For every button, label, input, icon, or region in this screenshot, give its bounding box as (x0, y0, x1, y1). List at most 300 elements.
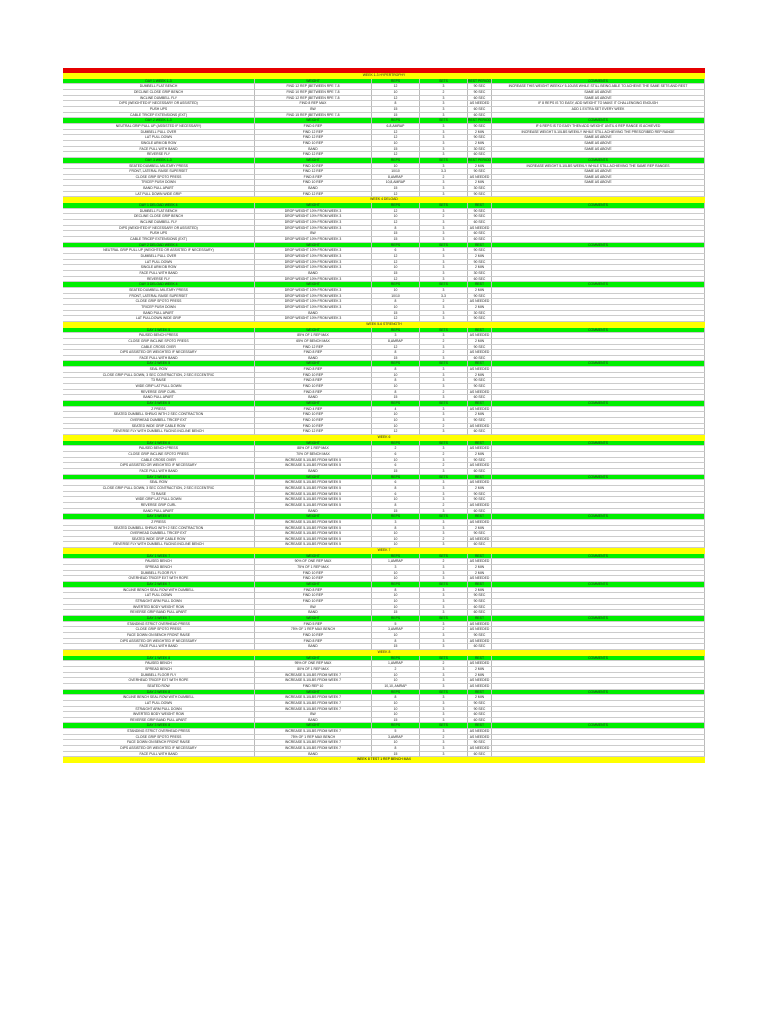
exercise-cell: DIPS ASSISTED OR WEIGHTED IF NECESSARY (63, 350, 255, 356)
exercise-cell: NEUTRAL GRIP PULL UP (ASSISTED IF NECESSARY) (63, 124, 255, 130)
exercise-cell: LAT PULL DOWN (63, 593, 255, 599)
sets-cell: 3 (420, 96, 468, 102)
exercise-cell: INCLINE BENCH SEAL ROW WITH DUMBELL (63, 588, 255, 594)
rest-cell: 2 MIN (468, 571, 492, 577)
sets-cell: 2 (420, 424, 468, 430)
comments-cell: IF 8 REPS IS TO EASY, ADD WEIGHT TO MAKE IT CHALLENGING ENOUGH (492, 101, 705, 107)
exercise-cell: INCLINE DUMBELL FLY (63, 220, 255, 226)
comments-cell: SAME AS ABOVE (492, 147, 705, 153)
reps-cell: 10 (372, 305, 420, 311)
exercise-cell: SEAL ROW (63, 367, 255, 373)
exercise-cell: FACE PULL WITH BAND (63, 644, 255, 650)
weight-cell: INCREASE 5-10LBS FROM WEEK 5 (255, 463, 372, 469)
exercise-cell: DAY 2 DELOAD WEEK 4 (63, 243, 255, 249)
comments-cell: SAME AS ABOVE (492, 169, 705, 175)
sets-cell: 3 (420, 231, 468, 237)
sets-cell: 2 (420, 175, 468, 181)
sets-cell: 3 (420, 526, 468, 532)
exercise-cell: FACE DOWN ON BENCH FRONT RAISE (63, 740, 255, 746)
sets-cell: 2 (420, 463, 468, 469)
weight-cell: BW (255, 231, 372, 237)
sets-cell: 3 (420, 633, 468, 639)
weight-cell: FIND 10 REP (255, 599, 372, 605)
comments-cell: COMMENTS (492, 514, 705, 520)
weight-cell: 70% OF BENCH MAX (255, 452, 372, 458)
reps-cell: 12 (372, 429, 420, 435)
sets-cell: 3 (420, 333, 468, 339)
reps-cell: 10/10 (372, 169, 420, 175)
sets-cell: 3 (420, 531, 468, 537)
rest-cell: 30 SEC (468, 311, 492, 317)
reps-cell: 8 (372, 526, 420, 532)
sets-cell: 3 (420, 729, 468, 735)
weight-cell: FIND 4 REP (255, 407, 372, 413)
weight-cell: BAND (255, 311, 372, 317)
sets-cell: 3 (420, 141, 468, 147)
weight-cell: BAND (255, 610, 372, 616)
rest-cell: AS NEEDED (468, 678, 492, 684)
comments-cell: COMMENTS (492, 441, 705, 447)
sets-cell: 3 (420, 113, 468, 119)
sets-cell: 3 (420, 673, 468, 679)
comments-cell: ADD 1 EXTRA SET EVERY WEEK (492, 107, 705, 113)
reps-cell: 3 (372, 333, 420, 339)
exercise-cell: TRICEP PUSH DOWN (63, 180, 255, 186)
weight-cell: FIND 12 REP (255, 152, 372, 158)
sets-cell: 3 (420, 192, 468, 198)
reps-cell: 12 (372, 345, 420, 351)
rest-cell: 30 SEC (468, 186, 492, 192)
sets-cell: 2 (420, 503, 468, 509)
sets-cell: 3 (420, 746, 468, 752)
weight-cell: 75% OF 1 REP MAX BENCH (255, 735, 372, 741)
weight-cell: DROP WEIGHT 10% FROM WEEK 3 (255, 214, 372, 220)
sets-cell: 3 (420, 311, 468, 317)
weight-cell: INCREASE 5-10LBS FROM WEEK 5 (255, 458, 372, 464)
comments-cell: INCREASE THIS WEIGHT WEEKLY 5-10LBS WHILE STILL BEING ABLE TO ACHEIVE THE SAME SETS AND REST (492, 84, 705, 90)
sets-cell: 3 (420, 356, 468, 362)
rest-cell: 60 SEC (468, 152, 492, 158)
exercise-cell: DAY 2 WEEK 6 (63, 475, 255, 481)
weight-cell: INCREASE 5-10LBS FROM WEEK 5 (255, 492, 372, 498)
weight-cell: INCREASE 5-10LBS FROM WEEK 7 (255, 746, 372, 752)
reps-cell: REPS (372, 79, 420, 85)
sets-cell: 3 (420, 147, 468, 153)
rest-cell: 60 SEC (468, 107, 492, 113)
rest-cell: 90 SEC (468, 599, 492, 605)
exercise-cell: SEATED ROW (63, 684, 255, 690)
reps-cell: 10 (372, 571, 420, 577)
rest-cell: 90 SEC (468, 192, 492, 198)
weight-cell: WEIGHT (255, 243, 372, 249)
exercise-cell: CABLE CROSS OVER (63, 458, 255, 464)
exercise-cell: REVERSE FLY WITH DUMBELL FACING INCLINE BENCH (63, 542, 255, 548)
weight-cell: FIND 10 REP (255, 164, 372, 170)
reps-cell: 3,AMRAP (372, 735, 420, 741)
comments-cell: COMMENTS (492, 554, 705, 560)
exercise-cell: WIDE GRIP LAT PULL DOWN (63, 384, 255, 390)
sets-cell: 3-3 (420, 294, 468, 300)
rest-cell: 90 SEC (468, 458, 492, 464)
reps-cell: 10 (372, 537, 420, 543)
weight-cell: WEIGHT (255, 328, 372, 334)
reps-cell: REPS (372, 616, 420, 622)
weight-cell: FIND 10 REP (255, 141, 372, 147)
sets-cell: 2 (420, 661, 468, 667)
exercise-cell: PAUSED BENCH (63, 661, 255, 667)
reps-cell: 10 (372, 141, 420, 147)
rest-cell: 60 SEC (468, 96, 492, 102)
rest-cell: AS NEEDED (468, 503, 492, 509)
weight-cell: INCREASE 5-10LBS FROM WEEK 5 (255, 480, 372, 486)
rest-cell: 2 MIN (468, 695, 492, 701)
reps-cell: 10 (372, 701, 420, 707)
weight-cell: FIND 12 REP (255, 130, 372, 136)
exercise-cell: DUMBELL PULL OVER (63, 130, 255, 136)
sets-cell: 3 (420, 260, 468, 266)
sets-cell: 3 (420, 305, 468, 311)
sets-cell: 3 (420, 565, 468, 571)
reps-cell: 8 (372, 695, 420, 701)
rest-cell: 60 SEC (468, 469, 492, 475)
reps-cell: 10 (372, 265, 420, 271)
rest-cell: 2 MIN (468, 486, 492, 492)
sets-cell: 3 (420, 186, 468, 192)
weight-cell: DROP WEIGHT 10% FROM WEEK 3 (255, 220, 372, 226)
rest-cell: AS NEEDED (468, 463, 492, 469)
reps-cell: 12 (372, 135, 420, 141)
sets-cell: SETS (420, 554, 468, 560)
rest-cell: AS NEEDED (468, 684, 492, 690)
weight-cell: DROP WEIGHT 10% FROM WEEK 3 (255, 299, 372, 305)
reps-cell: 8,AMRAP (372, 339, 420, 345)
exercise-cell: PAUSED BENCH (63, 559, 255, 565)
rest-cell: 60 SEC (468, 644, 492, 650)
reps-cell: REPS (372, 723, 420, 729)
weight-cell: INCREASE 5-10LBS FROM WEEK 5 (255, 537, 372, 543)
exercise-cell: DAY 3 WEEK 1-3 (63, 158, 255, 164)
weight-cell: FIND 8 REP MAX (255, 101, 372, 107)
exercise-cell: DAY 3 WEEK 6 (63, 514, 255, 520)
sets-cell: 3 (420, 180, 468, 186)
rest-cell: 90 SEC (468, 169, 492, 175)
weight-cell: DROP WEIGHT 10% FROM WEEK 3 (255, 288, 372, 294)
sets-cell: 3 (420, 101, 468, 107)
rest-cell: 2 MIN (468, 305, 492, 311)
rest-cell: AS NEEDED (468, 333, 492, 339)
exercise-cell: CLOSE GRIP SPOTO PRESS (63, 299, 255, 305)
reps-cell: 10 (372, 707, 420, 713)
sets-cell: 3 (420, 152, 468, 158)
sets-cell: SETS (420, 656, 468, 662)
rest-cell: AS NEEDED (468, 407, 492, 413)
sets-cell: 2 (420, 339, 468, 345)
exercise-cell: DECLINE CLOSE GRIP BENCH (63, 214, 255, 220)
exercise-cell: DECLINE CLOSE GRIP BENCH (63, 90, 255, 96)
weight-cell: INCREASE 5-10LBS FROM WEEK 7 (255, 695, 372, 701)
reps-cell: 4 (372, 407, 420, 413)
weight-cell: FIND 10 REP (255, 418, 372, 424)
exercise-cell: PAUSED BENCH PRESS (63, 446, 255, 452)
sets-cell: 3 (420, 418, 468, 424)
weight-cell: BAND (255, 356, 372, 362)
rest-cell: 2 MIN (468, 373, 492, 379)
week-header: WEEK 7 (63, 548, 705, 554)
comments-cell: COMMENTS (492, 158, 705, 164)
reps-cell: 12 (372, 260, 420, 266)
weight-cell: BAND (255, 395, 372, 401)
weight-cell: WEIGHT (255, 656, 372, 662)
reps-cell: 8 (372, 486, 420, 492)
weight-cell: BAND (255, 644, 372, 650)
weight-cell: INCREASE 5-10LBS FROM WEEK 5 (255, 486, 372, 492)
rest-cell: 2 MIN (468, 130, 492, 136)
weight-cell: FIND 8 REP (255, 350, 372, 356)
weight-cell: INCREASE 5-10LBS FROM WEEK 7 (255, 678, 372, 684)
weight-cell: INCREASE 5-10LBS FROM WEEK 7 (255, 729, 372, 735)
exercise-cell: DAY 1 WEEK 7 (63, 554, 255, 560)
weight-cell: DROP WEIGHT 10% FROM WEEK 3 (255, 316, 372, 322)
reps-cell: 12 (372, 130, 420, 136)
exercise-cell: DAY 2 WEEK 8 (63, 690, 255, 696)
weight-cell: FIND 12 REP (255, 429, 372, 435)
sets-cell: 3 (420, 622, 468, 628)
rest-cell: REST (468, 361, 492, 367)
reps-cell: 10 (372, 90, 420, 96)
comments-cell: COMMENTS (492, 723, 705, 729)
reps-cell: 12 (372, 84, 420, 90)
reps-cell: 3 (372, 565, 420, 571)
rest-cell: AS NEEDED (468, 446, 492, 452)
reps-cell: 10 (372, 412, 420, 418)
exercise-cell: SEATED DUMBELL SHRUG WITH 2 SEC CONTRACTION (63, 526, 255, 532)
sets-cell: 3 (420, 695, 468, 701)
sets-cell: 3 (420, 497, 468, 503)
weight-cell: WEIGHT (255, 282, 372, 288)
rest-cell: 30 SEC (468, 271, 492, 277)
exercise-cell: LAT PULL DOWN (63, 135, 255, 141)
reps-cell: 6 (372, 452, 420, 458)
comments-cell (492, 192, 705, 198)
exercise-cell: T3 RAISE (63, 378, 255, 384)
reps-cell: 10 (372, 531, 420, 537)
weight-cell: FIND 8 REP (255, 639, 372, 645)
rest-cell: 2 MIN (468, 288, 492, 294)
comments-cell: COMMENTS (492, 475, 705, 481)
reps-cell: 10 (372, 288, 420, 294)
rest-cell: 90 SEC (468, 316, 492, 322)
weight-cell: 65% OF BENCH MAX (255, 339, 372, 345)
sets-cell: SETS (420, 616, 468, 622)
rest-cell: 2 MIN (468, 673, 492, 679)
rest-cell: 60 SEC (468, 395, 492, 401)
exercise-cell: REVERSE GRIP CURL (63, 390, 255, 396)
weight-cell: FIND 10 REP (255, 633, 372, 639)
reps-cell: 10 (372, 418, 420, 424)
weight-cell: DROP WEIGHT 10% FROM WEEK 3 (255, 209, 372, 215)
sets-cell: 3 (420, 458, 468, 464)
rest-cell: 60 SEC (468, 231, 492, 237)
weight-cell: INCREASE 5-10LBS FROM WEEK 7 (255, 707, 372, 713)
rest-cell: REST (468, 203, 492, 209)
exercise-cell: DAY 3 WEEK 8 (63, 723, 255, 729)
reps-cell: REPS (372, 243, 420, 249)
exercise-cell: CLOSE GRIP SPOTO PRESS (63, 735, 255, 741)
reps-cell: REPS (372, 158, 420, 164)
sets-cell: 3 (420, 605, 468, 611)
comments-cell: COMMENTS (492, 203, 705, 209)
reps-cell: 15 (372, 644, 420, 650)
sets-cell: 3 (420, 226, 468, 232)
rest-cell: 90 SEC (468, 209, 492, 215)
comments-cell: COMMENTS (492, 401, 705, 407)
sets-cell: 3 (420, 237, 468, 243)
exercise-cell: DAY 1 WEEK 8 (63, 656, 255, 662)
weight-cell: FIND 10 REP (255, 424, 372, 430)
exercise-cell: OVERHEAD TRICEP EXT WITH ROPE (63, 678, 255, 684)
exercise-cell: STANDING STRICT OVERHEAD PRESS (63, 729, 255, 735)
rest-cell: 2 MIN (468, 254, 492, 260)
rest-cell: REST (468, 514, 492, 520)
exercise-cell: STANDING STRICT OVERHEAD PRESS (63, 622, 255, 628)
weight-cell: DROP WEIGHT 10% FROM WEEK 3 (255, 237, 372, 243)
weight-cell: WEIGHT (255, 616, 372, 622)
rest-cell: 90 SEC (468, 84, 492, 90)
comments-cell: INCREASE WEIGHT 5-10LBS WEEKLY WHILE STILL ACHIEVING THE SAME REP RANGES (492, 164, 705, 170)
weight-cell: FIND 10 REP (255, 593, 372, 599)
exercise-cell: DIPS ASSISTED OR WEIGHTED IF NECESSARY (63, 746, 255, 752)
rest-cell: 60 SEC (468, 605, 492, 611)
exercise-cell: BAND PULL APART (63, 186, 255, 192)
reps-cell: 2 (372, 446, 420, 452)
sets-cell: 3 (420, 571, 468, 577)
rest-cell: REST (468, 616, 492, 622)
rest-cell: 30 SEC (468, 147, 492, 153)
reps-cell: 1,AMRAP (372, 559, 420, 565)
reps-cell: 12 (372, 316, 420, 322)
reps-cell: 10 (372, 599, 420, 605)
weight-cell: FIND 8 REP (255, 175, 372, 181)
exercise-cell: DAY 3 DELOAD WEEK 4 (63, 282, 255, 288)
reps-cell: 8 (372, 367, 420, 373)
rest-cell: 90 SEC (468, 707, 492, 713)
reps-cell: 15 (372, 395, 420, 401)
sets-cell: SETS (420, 475, 468, 481)
rest-cell: 90 SEC (468, 260, 492, 266)
reps-cell: 2 (372, 667, 420, 673)
exercise-cell: DAY 3 WEEK 5 (63, 401, 255, 407)
reps-cell: 15 (372, 237, 420, 243)
sets-cell: 3 (420, 678, 468, 684)
weight-cell: 95% OF ONE REP MAX (255, 661, 372, 667)
exercise-cell: CLOSE GRIP PULL DOWN, 3 SEC CONTRACTION, 2 SEC ECCENTRIC (63, 373, 255, 379)
rest-cell: AS NEEDED (468, 576, 492, 582)
rest-cell: AS NEEDED (468, 627, 492, 633)
exercise-cell: WIDE GRIP LAT PULL DOWN (63, 497, 255, 503)
reps-cell: 10 (372, 576, 420, 582)
weight-cell: FIND 10 REP (255, 576, 372, 582)
weight-cell: INCREASE 5-10LBS FROM WEEK 5 (255, 526, 372, 532)
rest-cell: AS NEEDED (468, 661, 492, 667)
comments-cell (492, 542, 705, 548)
rest-cell: AS NEEDED (468, 537, 492, 543)
rest-cell: 60 SEC (468, 237, 492, 243)
weight-cell: 75% OF 1 REP MAX BENCH (255, 627, 372, 633)
sets-cell: 3 (420, 718, 468, 724)
weight-cell: WEIGHT (255, 361, 372, 367)
rest-cell: 90 SEC (468, 497, 492, 503)
reps-cell: 10 (372, 424, 420, 430)
exercise-cell: BAND PULL APART (63, 311, 255, 317)
sets-cell: 3 (420, 446, 468, 452)
sets-cell: 3 (420, 288, 468, 294)
sets-cell: 2 (420, 559, 468, 565)
sets-cell: 3 (420, 599, 468, 605)
exercise-cell: SPREAD BENCH (63, 667, 255, 673)
sets-cell: 3 (420, 740, 468, 746)
reps-cell: REPS (372, 582, 420, 588)
exercise-cell: DUMBELL PULL OVER (63, 254, 255, 260)
sets-cell: 3 (420, 220, 468, 226)
comments-cell: COMMENTS (492, 656, 705, 662)
rest-cell: REST (468, 656, 492, 662)
exercise-cell: FACE DOWN ON BENCH FRONT RAISE (63, 633, 255, 639)
reps-cell: REPS (372, 328, 420, 334)
rest-cell: 2 MIN (468, 164, 492, 170)
exercise-cell: DIPS ASSISTED OR WEIGHTED IF NECESSARY (63, 463, 255, 469)
weight-cell: 80% OF 1 REP MAX (255, 667, 372, 673)
reps-cell: 8 (372, 101, 420, 107)
weight-cell: WEIGHT (255, 690, 372, 696)
weight-cell: INCREASE 5-10LBS FROM WEEK 5 (255, 542, 372, 548)
exercise-cell: SPREAD BENCH (63, 565, 255, 571)
comments-cell: COMMENTS (492, 582, 705, 588)
exercise-cell: PUSH UPS (63, 107, 255, 113)
weight-cell: BAND (255, 469, 372, 475)
rest-cell: REST (468, 554, 492, 560)
rest-cell: AS NEEDED (468, 735, 492, 741)
reps-cell: 10,10, AMRAP (372, 684, 420, 690)
weight-cell: FIND 8 REP (255, 390, 372, 396)
reps-cell: 5 (372, 729, 420, 735)
rest-cell: 60 SEC (468, 277, 492, 283)
reps-cell: REPS (372, 401, 420, 407)
weight-cell: BAND (255, 186, 372, 192)
weight-cell: FIND 10 REP (255, 384, 372, 390)
rest-cell: 90 SEC (468, 701, 492, 707)
exercise-cell: REVERSE GRIP BAND PULL APART (63, 718, 255, 724)
exercise-cell: CLOSE GRIP SPOTO PRESS (63, 175, 255, 181)
sets-cell: 2 (420, 452, 468, 458)
sets-cell: 3 (420, 84, 468, 90)
sets-cell: 3 (420, 667, 468, 673)
rest-cell: AS NEEDED (468, 390, 492, 396)
reps-cell: 15 (372, 469, 420, 475)
reps-cell: 12 (372, 254, 420, 260)
comments-cell: SAME AS ABOVE (492, 180, 705, 186)
weight-cell: FIND 6 REP (255, 124, 372, 130)
exercise-cell: SEATED DUMBELL MILITARY PRESS (63, 164, 255, 170)
weight-cell: WEIGHT (255, 79, 372, 85)
reps-cell: 6 (372, 492, 420, 498)
reps-cell: 8 (372, 226, 420, 232)
week-header: WEEK 8 (63, 650, 705, 656)
rest-cell: 90 SEC (468, 248, 492, 254)
reps-cell: 10 (372, 497, 420, 503)
weight-cell: 75% OF 1 REP MAX (255, 565, 372, 571)
exercise-cell: DAY 1 WEEK 1-3 (63, 79, 255, 85)
weight-cell: 88% OF 1 REP MAX (255, 446, 372, 452)
